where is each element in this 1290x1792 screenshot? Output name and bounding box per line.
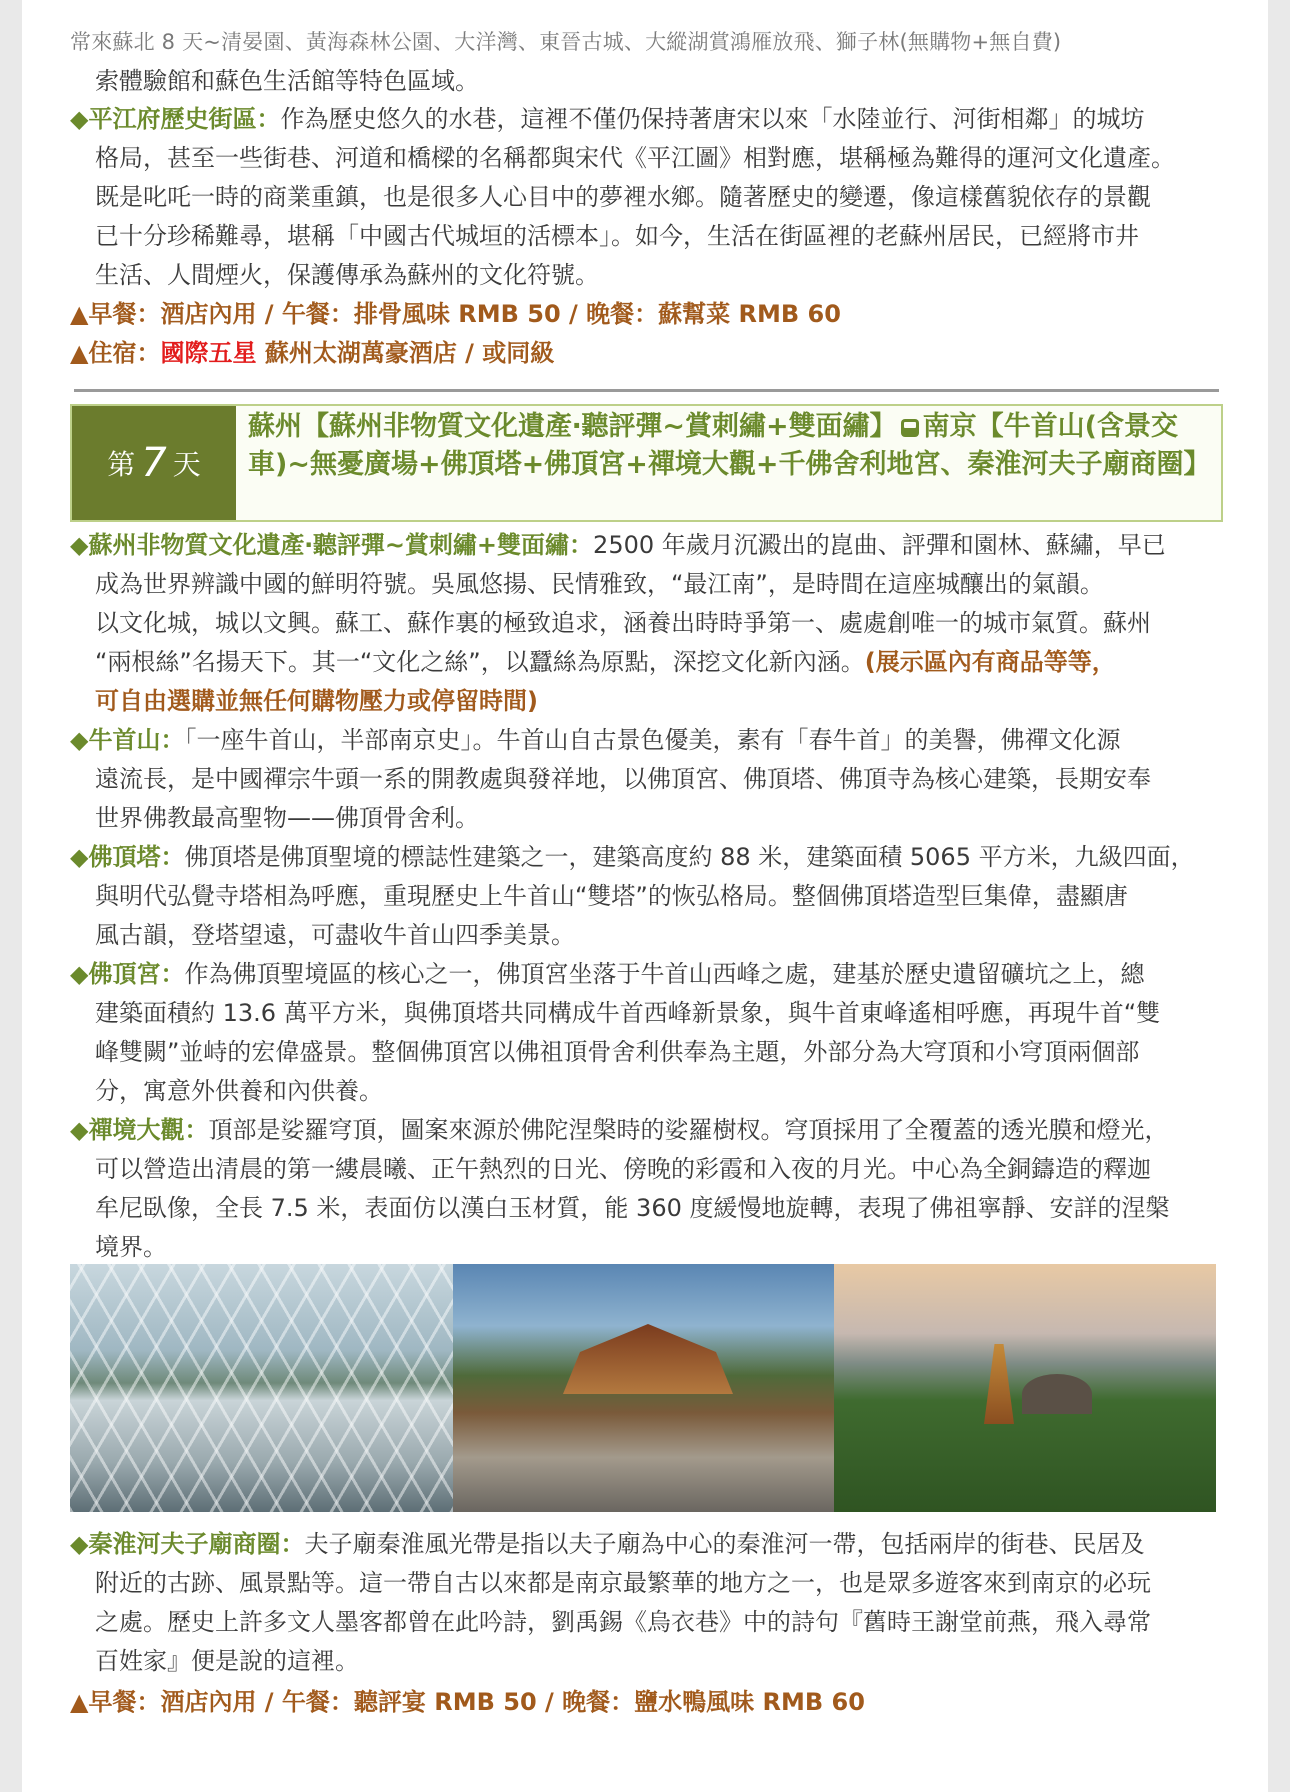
qinhuai-text-1: 夫子廟秦淮風光帶是指以夫子廟為中心的秦淮河一帶，包括兩岸的街巷、民居及 — [304, 1530, 1145, 1558]
niushou-key: 牛首山： — [88, 726, 185, 754]
photo-dome-lattice — [70, 1264, 453, 1512]
bullet-icon: ◆ — [70, 1530, 89, 1558]
tour-header: 常來蘇北 8 天~清晏園、黃海森林公園、大洋灣、東晉古城、大縱湖賞鴻雁放飛、獅子林(無購物+無自費) — [70, 30, 1062, 54]
palace-key: 佛頂宮： — [88, 960, 185, 988]
suzhou-line-1 — [70, 526, 1166, 565]
niushou-line-1 — [70, 721, 1120, 760]
tower-line-3: 風古韻，登塔望遠，可盡收牛首山四季美景。 — [95, 921, 575, 949]
tower-line-1 — [70, 838, 1195, 877]
niushou-line-2: 遠流長，是中國禪宗牛頭一系的開教處與發祥地，以佛頂宮、佛頂塔、佛頂寺為核心建築，長期安奉 — [95, 765, 1151, 793]
hotel-star: 國際五星 — [160, 339, 257, 367]
chan-line-4: 境界。 — [95, 1233, 167, 1261]
bullet-icon: ◆ — [70, 531, 89, 559]
chan-line-2: 可以營造出清晨的第一縷晨曦、正午熱烈的日光、傍晚的彩霞和入夜的月光。中心為全銅鑄造的釋迦 — [95, 1155, 1151, 1183]
suzhou-text-4: “兩根絲”名揚天下。其一“文化之絲”，以蠶絲為原點，深挖文化新內涵。 — [95, 648, 865, 676]
bullet-icon: ◆ — [70, 726, 89, 754]
day-number: 7 — [141, 440, 167, 486]
tower-text-1: 佛頂塔是佛頂聖境的標誌性建築之一，建築高度約 88 米，建築面積 5065 平方米，九級四面， — [184, 843, 1195, 871]
bus-icon — [901, 419, 919, 437]
palace-line-4: 分，寓意外供養和內供養。 — [95, 1077, 383, 1105]
pingjiang-key: 平江府歷史街區： — [88, 105, 281, 133]
qinhuai-line-1 — [70, 1525, 1144, 1564]
suzhou-line-3: 以文化城，城以文興。蘇工、蘇作裏的極致追求，涵養出時時爭第一、處處創唯一的城市氣質。蘇州 — [95, 609, 1151, 637]
qinhuai-line-4: 百姓家』便是說的這裡。 — [95, 1647, 359, 1675]
day6-meals: ▲早餐：酒店內用 / 午餐：排骨風味 RMB 50 / 晚餐：蘇幫菜 RMB 60 — [70, 300, 841, 328]
day6-hotel — [70, 333, 554, 368]
chan-line-3: 牟尼臥像，全長 7.5 米，表面仿以漢白玉材質，能 360 度緩慢地旋轉，表現了佛祖寧靜、安詳的涅槃 — [95, 1194, 1170, 1222]
suzhou-text-1: 2500 年歲月沉澱出的崑曲、評彈和園林、蘇繡，早已 — [593, 531, 1166, 559]
pingjiang-line-2: 格局，甚至一些街巷、河道和橋樑的名稱都與宋代《平江圖》相對應，堪稱極為難得的運河文化遺產。 — [95, 144, 1175, 172]
pingjiang-line-4: 已十分珍稀難尋，堪稱「中國古代城垣的活標本」。如今，生活在街區裡的老蘇州居民，已經將市井 — [95, 222, 1139, 250]
niushou-text-1: 「一座牛首山，半部南京史」。牛首山自古景色優美，素有「春牛首」的美譽，佛禪文化源 — [184, 726, 1121, 754]
chan-text-1: 頂部是娑羅穹頂，圖案來源於佛陀涅槃時的娑羅樹杈。穹頂採用了全覆蓋的透光膜和燈光， — [208, 1116, 1169, 1144]
qinhuai-line-3: 之處。歷史上許多文人墨客都曾在此吟詩，劉禹錫《烏衣巷》中的詩句『舊時王謝堂前燕，飛入尋常 — [95, 1608, 1151, 1636]
suzhou-line-4 — [95, 643, 1116, 682]
day-label-post: 天 — [172, 448, 201, 481]
palace-line-1 — [70, 955, 1144, 994]
pingjiang-line-1 — [70, 100, 1144, 139]
day7-meals: ▲早餐：酒店內用 / 午餐：聽評宴 RMB 50 / 晚餐：鹽水鴨風味 RMB 60 — [70, 1688, 865, 1716]
bullet-icon: ◆ — [70, 843, 89, 871]
section-divider — [74, 389, 1219, 392]
hotel-name: 蘇州太湖萬豪酒店 / 或同級 — [256, 339, 555, 367]
suzhou-note-b: 可自由選購並無任何購物壓力或停留時間) — [95, 687, 538, 715]
qinhuai-line-2: 附近的古跡、風景點等。這一帶自古以來都是南京最繁華的地方之一，也是眾多遊客來到南京的必玩 — [95, 1569, 1151, 1597]
tower-line-2: 與明代弘覺寺塔相為呼應，重現歷史上牛首山“雙塔”的恢弘格局。整個佛頂塔造型巨集偉，盡顯唐 — [95, 882, 1128, 910]
suzhou-key: 蘇州非物質文化遺產‧聽評彈~賞刺繡+雙面繡： — [88, 531, 594, 559]
bullet-icon: ◆ — [70, 105, 89, 133]
day7-title — [248, 408, 1211, 484]
day7-title-a: 蘇州【蘇州非物質文化遺產‧聽評彈~賞刺繡+雙面繡】 — [248, 411, 897, 442]
photo-strip — [70, 1264, 1216, 1512]
palace-text-1: 作為佛頂聖境區的核心之一，佛頂宮坐落于牛首山西峰之處，建基於歷史遺留礦坑之上，總 — [184, 960, 1145, 988]
day-label — [72, 406, 236, 520]
day7-header — [70, 404, 1223, 522]
bullet-icon: ◆ — [70, 960, 89, 988]
niushou-line-3: 世界佛教最高聖物——佛頂骨舍利。 — [95, 804, 479, 832]
palace-line-3: 峰雙闕”並峙的宏偉盛景。整個佛頂宮以佛祖頂骨舍利供奉為主題，外部分為大穹頂和小穹頂兩個部 — [95, 1038, 1140, 1066]
chan-key: 禪境大觀： — [88, 1116, 209, 1144]
day-label-pre: 第 — [107, 448, 136, 481]
hotel-prefix: ▲住宿： — [70, 339, 161, 367]
day7-title-b: 南京【牛首山(含景交車)~無憂廣場+佛頂塔+佛頂宮+禪境大觀+千佛舍利地宮、秦淮河夫子廟商圈】 — [248, 411, 1211, 480]
suzhou-line-2: 成為世界辨識中國的鮮明符號。吳風悠揚、民情雅致，“最江南”，是時間在這座城釀出的氣韻。 — [95, 570, 1104, 598]
pingjiang-line-5: 生活、人間煙火，保護傳承為蘇州的文化符號。 — [95, 261, 599, 289]
photo-pagoda-hill — [834, 1264, 1216, 1512]
tower-key: 佛頂塔： — [88, 843, 185, 871]
qinhuai-key: 秦淮河夫子廟商圈： — [88, 1530, 305, 1558]
palace-line-2: 建築面積約 13.6 萬平方米，與佛頂塔共同構成牛首西峰新景象，與牛首東峰遙相呼應，再現牛首“雙 — [95, 999, 1161, 1027]
pingjiang-line-3: 既是叱吒一時的商業重鎮，也是很多人心目中的夢裡水鄉。隨著歷史的變遷，像這樣舊貌依存的景觀 — [95, 183, 1151, 211]
itinerary-page — [22, 0, 1268, 1792]
photo-temple-plaza — [453, 1264, 834, 1512]
pingjiang-text-1: 作為歷史悠久的水巷，這裡不僅仍保持著唐宋以來「水陸並行、河街相鄰」的城坊 — [280, 105, 1145, 133]
bullet-icon: ◆ — [70, 1116, 89, 1144]
intro-tail: 索體驗館和蘇色生活館等特色區域。 — [95, 67, 479, 95]
chan-line-1 — [70, 1111, 1168, 1150]
suzhou-note-a: (展示區內有商品等等， — [864, 648, 1116, 676]
